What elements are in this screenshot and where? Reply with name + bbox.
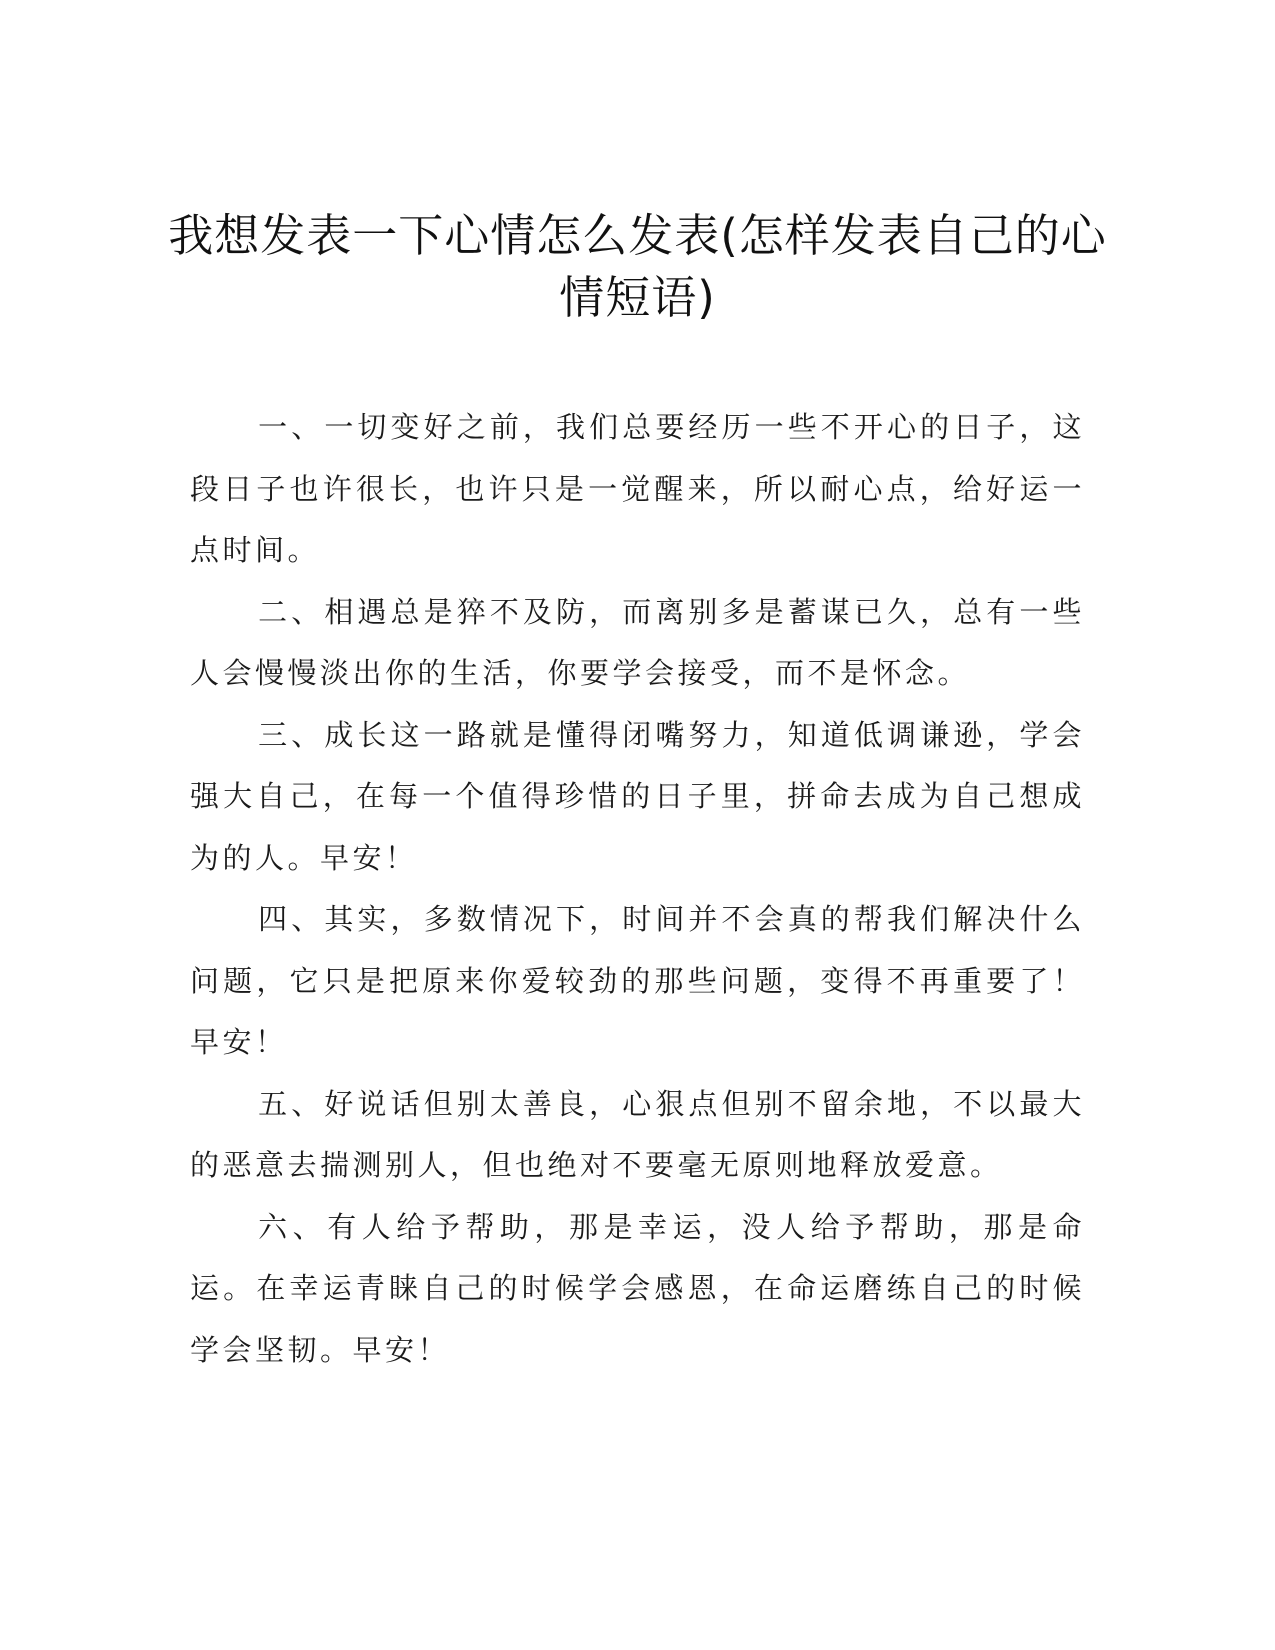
paragraph-5: 五、好说话但别太善良，心狠点但别不留余地，不以最大的恶意去揣测别人，但也绝对不要毫无原则地释放爱意。 [190, 1086, 1085, 1182]
paragraph-4: 四、其实，多数情况下，时间并不会真的帮我们解决什么问题，它只是把原来你爱较劲的那些问题，变得不再重要了！早安！ [190, 902, 1085, 1059]
paragraph-2: 二、相遇总是猝不及防，而离别多是蓄谋已久，总有一些人会慢慢淡出你的生活，你要学会接受，而不是怀念。 [190, 594, 1085, 690]
paragraph-3: 三、成长这一路就是懂得闭嘴努力，知道低调谦逊，学会强大自己，在每一个值得珍惜的日子里，拼命去成为自己想成为的人。早安！ [190, 717, 1085, 875]
document-body [190, 397, 1085, 1381]
paragraph-1: 一、一切变好之前，我们总要经历一些不开心的日子，这段日子也许很长，也许只是一觉醒来，所以耐心点，给好运一点时间。 [190, 410, 1085, 567]
paragraph-6: 六、有人给予帮助，那是幸运，没人给予帮助，那是命运。在幸运青睐自己的时候学会感恩，在命运磨练自己的时候学会坚韧。早安！ [190, 1209, 1085, 1367]
document-title: 我想发表一下心情怎么发表(怎样发表自己的心情短语) [168, 209, 1107, 324]
